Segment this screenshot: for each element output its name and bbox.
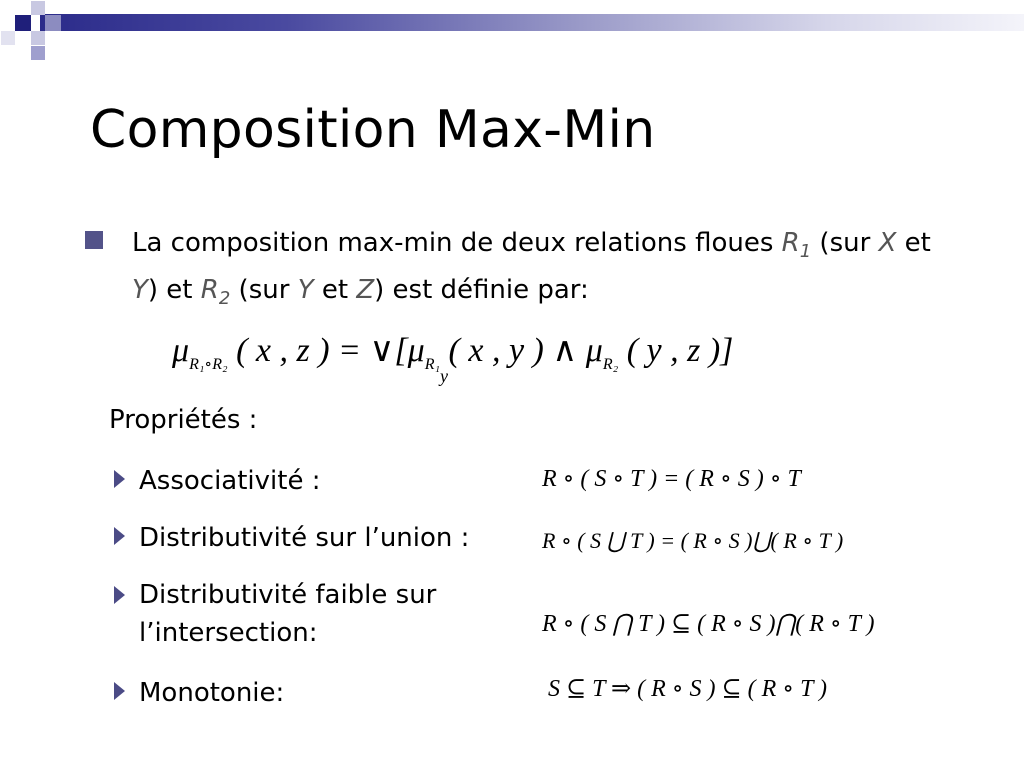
intro-fragment: ) est définie par: xyxy=(374,275,589,306)
properties-heading: Propriétés : xyxy=(109,405,258,435)
property-label: Distributivité faible sur l’intersection: xyxy=(139,580,437,648)
intro-r1-sub: 1 xyxy=(799,241,812,263)
header-square xyxy=(1,31,15,45)
triangle-bullet-icon xyxy=(114,682,125,700)
formula-max-index: y xyxy=(440,366,448,386)
formula-sub: R₁∘R₂ xyxy=(189,355,228,373)
property-item xyxy=(114,462,320,500)
intro-r2-sub: 2 xyxy=(218,288,231,310)
intro-fragment: et xyxy=(896,228,931,258)
bullet-square-icon xyxy=(85,231,103,249)
property-item xyxy=(114,519,469,557)
formula-sub: R₂ xyxy=(602,355,619,373)
intro-r1-letter: R xyxy=(781,228,800,258)
intro-r2-letter: R xyxy=(200,275,219,306)
formula-mu: μ xyxy=(407,332,425,369)
formula-args: ( y , z )] xyxy=(626,332,734,369)
formula-sub: R₁ xyxy=(424,355,441,373)
header-square xyxy=(31,1,45,15)
property-equation: R ∘ ( S ⋂ T ) ⊆ ( R ∘ S )⋂( R ∘ T ) xyxy=(542,611,875,637)
intro-fragment: (sur xyxy=(230,275,298,306)
intro-fragment: (sur xyxy=(811,228,879,258)
property-equation: R ∘ ( S ∘ T ) = ( R ∘ S ) ∘ T xyxy=(542,466,801,492)
property-item xyxy=(114,674,284,712)
maxmin-formula xyxy=(172,330,734,386)
intro-fragment: La composition max-min de deux relations floues xyxy=(132,228,782,258)
header-square xyxy=(15,15,31,31)
header-square xyxy=(31,31,45,45)
property-item xyxy=(114,576,494,652)
intro-x: X xyxy=(878,228,897,258)
formula-args: ( x , y ) ∧ xyxy=(448,332,578,369)
header-square xyxy=(45,15,61,31)
property-label: Distributivité sur l’union : xyxy=(139,523,470,553)
intro-fragment: et xyxy=(313,275,357,306)
formula-args: ( x , z ) = ∨[ xyxy=(236,332,408,369)
triangle-bullet-icon xyxy=(114,470,125,488)
intro-text xyxy=(132,224,952,318)
formula-mu: μ xyxy=(585,332,603,369)
property-equation: S ⊆ T ⇒ ( R ∘ S ) ⊆ ( R ∘ T ) xyxy=(548,676,827,702)
intro-fragment: ) et xyxy=(147,275,201,306)
header-square xyxy=(31,46,45,60)
intro-r1 xyxy=(781,228,812,263)
triangle-bullet-icon xyxy=(114,586,125,604)
intro-y: Y xyxy=(297,275,314,306)
triangle-bullet-icon xyxy=(114,527,125,545)
property-label: Associativité : xyxy=(139,466,321,496)
intro-y: Y xyxy=(132,275,148,306)
intro-r2 xyxy=(200,275,231,310)
header-bar xyxy=(40,14,1024,31)
property-equation: R ∘ ( S ⋃ T ) = ( R ∘ S )⋃( R ∘ T ) xyxy=(542,528,844,553)
intro-z: Z xyxy=(356,275,375,306)
property-label: Monotonie: xyxy=(139,678,285,708)
slide-title: Composition Max-Min xyxy=(90,100,656,160)
formula-mu: μ xyxy=(172,332,190,369)
